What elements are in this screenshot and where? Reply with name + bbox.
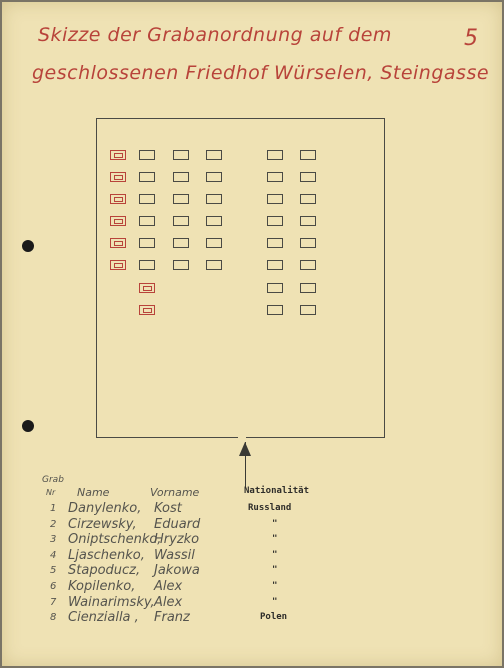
grave-plot [173, 216, 189, 226]
punch-hole-upper [22, 240, 34, 252]
grave-plot [267, 260, 283, 270]
row-number: 7 [50, 597, 57, 608]
grave-plot [267, 216, 283, 226]
grave-plot [139, 194, 155, 204]
grave-plot [300, 260, 316, 270]
grave-plot [173, 238, 189, 248]
row-firstname: Franz [154, 610, 190, 625]
grave-plot [267, 238, 283, 248]
row-firstname: Eduard [154, 517, 201, 532]
page-number: 5 [464, 26, 478, 51]
grave-plot [206, 172, 222, 182]
grave-plot [267, 283, 283, 293]
row-nationality: " [272, 597, 278, 607]
grave-plot [139, 216, 155, 226]
cemetery-plot-outline [96, 118, 385, 438]
row-surname: Cienzialla , [68, 610, 139, 625]
grave-plot [267, 194, 283, 204]
grave-plot [206, 216, 222, 226]
title-line-2: geschlossenen Friedhof Würselen, Steingasse [32, 62, 490, 84]
header-grab: Grab [42, 475, 64, 485]
row-firstname: Alex [154, 595, 183, 610]
row-number: 6 [50, 581, 57, 592]
grave-plot [139, 172, 155, 182]
row-surname: Stapoducz, [68, 563, 141, 578]
grave-marked [110, 194, 126, 204]
grave-plot [300, 216, 316, 226]
document-sheet [2, 2, 502, 666]
row-nationality: " [272, 550, 278, 560]
grave-plot [206, 150, 222, 160]
row-firstname: Jakowa [154, 563, 200, 578]
grave-marked [139, 305, 155, 315]
row-nationality: " [272, 565, 278, 575]
row-number: 2 [50, 519, 57, 530]
grave-marked [110, 216, 126, 226]
header-vorname: Vorname [150, 486, 200, 499]
grave-plot [267, 150, 283, 160]
row-firstname: Wassil [154, 548, 195, 563]
row-surname: Ljaschenko, [68, 548, 145, 563]
row-firstname: Kost [154, 501, 182, 516]
grave-plot [206, 238, 222, 248]
grave-marked [110, 238, 126, 248]
grave-plot [300, 150, 316, 160]
grave-plot [173, 260, 189, 270]
grave-plot [300, 305, 316, 315]
header-nationality: Nationalität [244, 486, 310, 496]
grave-plot [173, 194, 189, 204]
header-name: Name [77, 486, 110, 499]
row-nationality: " [272, 519, 278, 529]
plot-entrance-gap [238, 436, 246, 440]
grave-plot [206, 194, 222, 204]
row-number: 1 [50, 503, 57, 514]
grave-plot [173, 172, 189, 182]
grave-plot [300, 238, 316, 248]
row-surname: Cirzewsky, [68, 517, 137, 532]
row-surname: Oniptschenko, [68, 532, 162, 547]
grave-plot [300, 194, 316, 204]
row-firstname: Hryzko [154, 532, 200, 547]
punch-hole-lower [22, 420, 34, 432]
title-line-1: Skizze der Grabanordnung auf dem [38, 24, 392, 46]
row-nationality: Polen [260, 612, 288, 622]
row-number: 4 [50, 550, 57, 561]
row-surname: Wainarimsky, [68, 595, 155, 610]
grave-plot [139, 238, 155, 248]
grave-plot [300, 283, 316, 293]
row-nationality: " [272, 534, 278, 544]
row-firstname: Alex [154, 579, 183, 594]
row-nationality: " [272, 581, 278, 591]
grave-plot [300, 172, 316, 182]
row-surname: Danylenko, [68, 501, 142, 516]
entrance-arrow-icon [239, 442, 251, 456]
row-nationality: Russland [248, 503, 292, 513]
grave-marked [139, 283, 155, 293]
grave-marked [110, 150, 126, 160]
row-number: 5 [50, 565, 57, 576]
grave-plot [173, 150, 189, 160]
row-number: 3 [50, 534, 57, 545]
grave-marked [110, 172, 126, 182]
header-nr: Nr [46, 488, 56, 497]
row-surname: Kopilenko, [68, 579, 136, 594]
grave-plot [139, 260, 155, 270]
grave-plot [206, 260, 222, 270]
grave-plot [139, 150, 155, 160]
row-number: 8 [50, 612, 57, 623]
grave-marked [110, 260, 126, 270]
grave-plot [267, 172, 283, 182]
grave-plot [267, 305, 283, 315]
